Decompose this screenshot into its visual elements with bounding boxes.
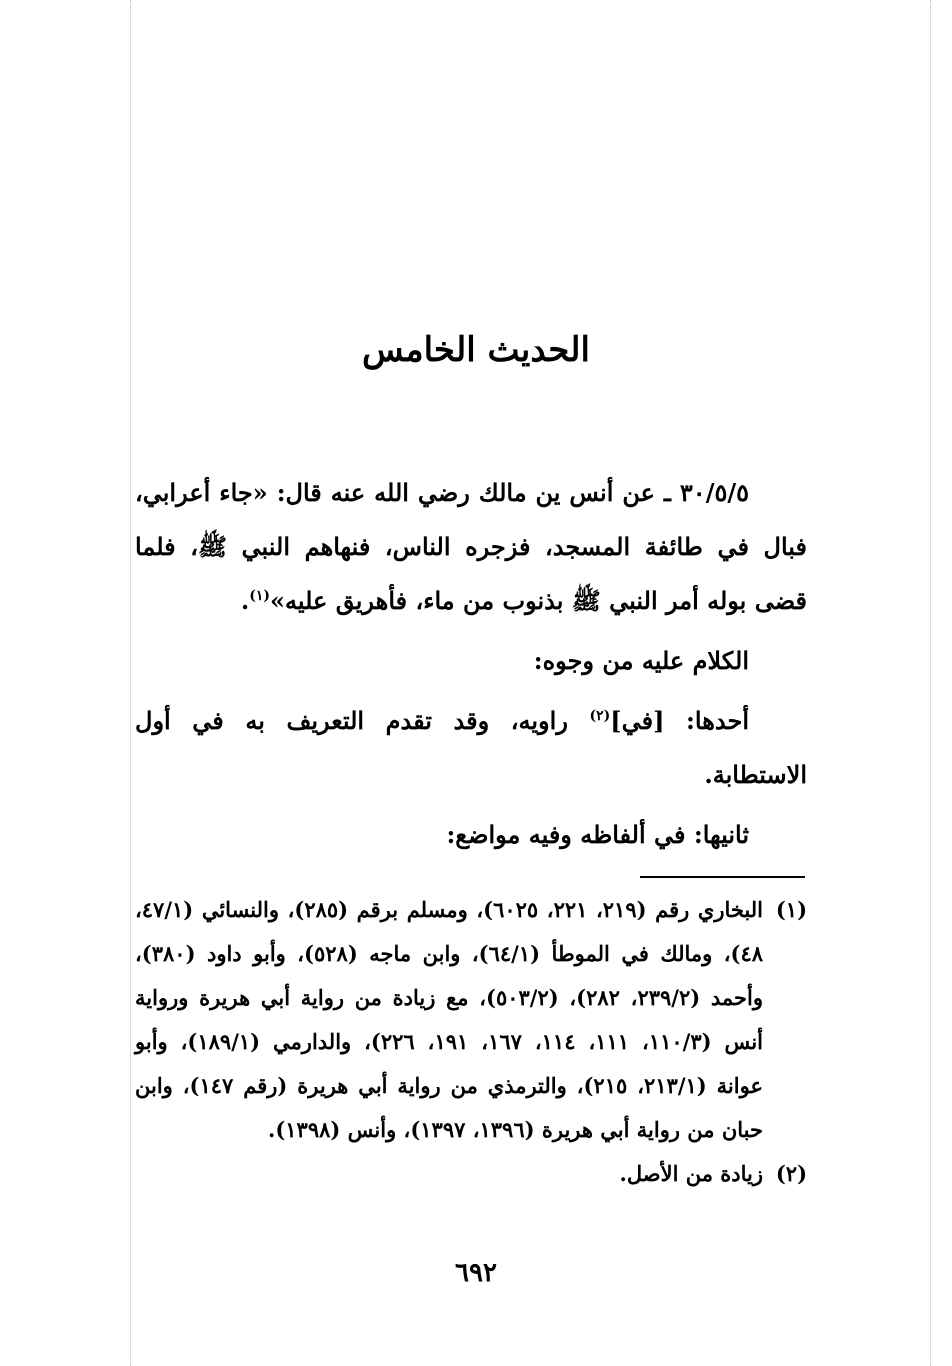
footnote-ref-1: (١) <box>249 588 270 604</box>
first-lead: أحدها: [في] <box>610 706 749 735</box>
footnotes <box>135 888 807 1196</box>
footnote-number: (١) <box>775 897 807 922</box>
main-text <box>135 466 807 862</box>
second-point: ثانيها: في ألفاظه وفيه مواضع: <box>446 820 749 849</box>
heading-vujuh: الكلام عليه من وجوه: <box>533 646 749 675</box>
hadith-paragraph <box>135 466 807 628</box>
footnote-ref-2: (٢) <box>589 708 611 724</box>
scan-artifact <box>130 0 132 1366</box>
first-rest: راويه، وقد تقدم التعريف به في أول الاستطابة. <box>135 706 807 789</box>
hadith-end: . <box>240 586 250 615</box>
footnote-number: (٢) <box>775 1161 807 1186</box>
scan-artifact <box>930 0 932 1366</box>
page-number: ٦٩٢ <box>455 1258 497 1288</box>
footnote-text: البخاري رقم (٢١٩، ٢٢١، ٦٠٢٥)، ومسلم برقم (٢٨٥)، والنسائي (٤٧/١، ٤٨)، ومالك في الموطأ (٦٤/١)، وابن ماجه (٥٢٨)، وأبو داود (٣٨٠)، وأحمد (٢٣٩/٢، ٢٨٢)، (٥٠٣/٢)، مع زيادة من رواية أبي هريرة ورواية أنس (١١٠/٣، ١١١، ١١٤، ١٦٧، ١٩١، ٢٢٦)، والدارمي (١٨٩/١)، وأبو عوانة (٢١٣/١، ٢١٥)، والترمذي من رواية أبي هريرة (رقم ١٤٧)، وابن حبان من رواية أبي هريرة (١٣٩٦، ١٣٩٧)، وأنس (١٣٩٨). <box>135 897 764 1142</box>
footnote-separator <box>640 876 805 878</box>
footnote-text: زيادة من الأصل. <box>619 1161 763 1186</box>
footnote <box>135 888 807 1152</box>
hadith-text: ٣٠/٥/٥ ـ عن أنس ين مالك رضي الله عنه قال: «جاء أعرابي، فبال في طائفة المسجد، فزجره الناس، فنهاهم النبي ﷺ، فلما قضى بوله أمر النبي ﷺ بذنوب من ماء، فأهريق عليه» <box>135 478 807 615</box>
first-point <box>135 694 807 802</box>
footnote <box>135 1152 807 1196</box>
section-title: الحديث الخامس <box>362 330 590 370</box>
